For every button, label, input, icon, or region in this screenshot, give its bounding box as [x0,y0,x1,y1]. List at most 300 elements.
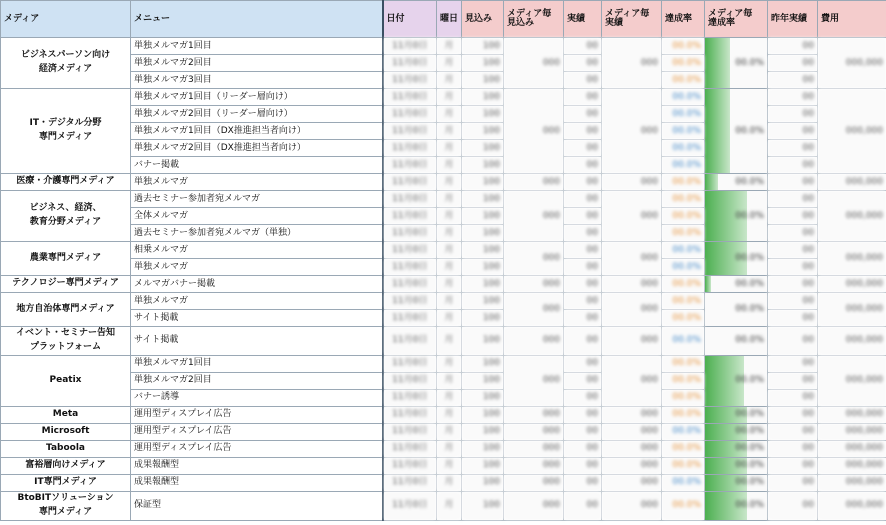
blurred-cell[interactable]: 月 [437,491,462,520]
blurred-cell[interactable]: 00.0% [662,259,705,276]
blurred-cell[interactable]: 00.0% [662,491,705,520]
blurred-cell[interactable]: 00 [768,355,818,372]
blurred-cell[interactable]: 00 [768,389,818,406]
blurred-cell[interactable]: 00.0% [662,310,705,327]
table-row [1,355,886,372]
blurred-cell[interactable]: 00 [768,259,818,276]
table-row [1,474,886,491]
blurred-cell[interactable]: 000,000 [818,491,886,520]
blurred-cell[interactable]: 100 [462,355,504,372]
blurred-cell[interactable]: 000,000 [818,440,886,457]
blurred-cell[interactable]: 11月0日 [383,208,437,225]
blurred-cell[interactable]: 00.0% [662,174,705,191]
blurred-cell[interactable]: 00 [564,157,602,174]
menu-name-cell[interactable]: サイト掲載 [131,310,383,327]
blurred-cell[interactable]: 月 [437,474,462,491]
blurred-cell[interactable]: 100 [462,123,504,140]
media-name-cell[interactable]: Microsoft [1,423,131,440]
blurred-cell[interactable]: 月 [437,457,462,474]
blurred-cell[interactable]: 00 [564,457,602,474]
blurred-cell[interactable]: 100 [462,276,504,293]
table-row [1,423,886,440]
blurred-cell[interactable]: 100 [462,457,504,474]
media-name-cell[interactable]: 地方自治体専門メディア [1,293,131,327]
blurred-cell[interactable]: 11月0日 [383,440,437,457]
media-name-cell[interactable]: IT専門メディア [1,474,131,491]
blurred-cell[interactable]: 000 [504,327,564,356]
menu-name-cell[interactable]: 単独メルマガ3回目 [131,72,383,89]
menu-name-cell[interactable]: 単独メルマガ [131,174,383,191]
header-media-forecast[interactable]: メディア毎 見込み [504,1,564,38]
blurred-cell[interactable]: 00 [768,293,818,310]
blurred-cell[interactable]: 000 [602,423,662,440]
blurred-cell[interactable]: 00 [768,457,818,474]
blurred-cell[interactable]: 00 [768,440,818,457]
blurred-cell[interactable]: 00.0% [662,157,705,174]
blurred-cell[interactable]: 000 [602,327,662,356]
menu-name-cell[interactable]: 単独メルマガ2回目 [131,372,383,389]
blurred-cell[interactable]: 100 [462,157,504,174]
blurred-cell[interactable]: 00 [768,491,818,520]
blurred-cell[interactable]: 00 [768,423,818,440]
header-menu[interactable]: メニュー [131,1,383,38]
blurred-cell[interactable]: 月 [437,191,462,208]
achievement-bar-value: 00.0% [735,426,764,437]
media-name-cell[interactable]: イベント・セミナー告知 プラットフォーム [1,327,131,356]
blurred-cell[interactable]: 00 [564,38,602,55]
blurred-cell[interactable]: 100 [462,191,504,208]
blurred-cell[interactable]: 00 [768,208,818,225]
blurred-cell[interactable]: 00.0% [662,123,705,140]
media-name-cell[interactable]: ビジネス、経済、 教育分野メディア [1,191,131,242]
blurred-cell[interactable]: 月 [437,157,462,174]
blurred-cell[interactable]: 00 [768,106,818,123]
achievement-bar-value: 00.0% [735,176,764,187]
blurred-cell[interactable]: 00 [564,208,602,225]
blurred-cell[interactable]: 000 [602,491,662,520]
blurred-cell[interactable]: 00 [768,276,818,293]
blurred-cell[interactable]: 00.0% [662,276,705,293]
menu-name-cell[interactable]: 運用型ディスプレイ広告 [131,423,383,440]
table-row [1,457,886,474]
media-name-cell[interactable]: IT・デジタル分野 専門メディア [1,89,131,174]
blurred-cell[interactable]: 000 [602,191,662,242]
blurred-cell[interactable]: 000,000 [818,191,886,242]
blurred-cell[interactable]: 月 [437,406,462,423]
header-last-year-actual[interactable]: 昨年実績 [768,1,818,38]
blurred-cell[interactable]: 11月0日 [383,72,437,89]
blurred-cell[interactable]: 00 [768,372,818,389]
blurred-cell[interactable]: 11月0日 [383,140,437,157]
blurred-cell[interactable]: 月 [437,372,462,389]
blurred-cell[interactable]: 100 [462,259,504,276]
blurred-cell[interactable]: 100 [462,140,504,157]
blurred-cell[interactable]: 00.0% [662,208,705,225]
achievement-bar-cell[interactable] [705,423,768,440]
blurred-cell[interactable]: 月 [437,55,462,72]
blurred-cell[interactable]: 000 [504,406,564,423]
blurred-cell[interactable]: 11月0日 [383,157,437,174]
header-forecast[interactable]: 見込み [462,1,504,38]
blurred-cell[interactable]: 11月0日 [383,372,437,389]
header-cost[interactable]: 費用 [818,1,886,38]
blurred-cell[interactable]: 11月0日 [383,123,437,140]
blurred-cell[interactable]: 月 [437,293,462,310]
table-row [1,406,886,423]
header-achievement-rate[interactable]: 達成率 [662,1,705,38]
blurred-cell[interactable]: 月 [437,106,462,123]
blurred-cell[interactable]: 00 [564,89,602,106]
blurred-cell[interactable]: 00 [564,491,602,520]
blurred-cell[interactable]: 000 [602,38,662,89]
media-name-cell[interactable]: ビジネスパーソン向け 経済メディア [1,38,131,89]
blurred-cell[interactable]: 00 [564,389,602,406]
table-row [1,38,886,55]
blurred-cell[interactable]: 00 [564,55,602,72]
menu-name-cell[interactable]: 単独メルマガ1回目（DX推進担当者向け） [131,123,383,140]
table-row [1,242,886,259]
table-row [1,276,886,293]
blurred-cell[interactable]: 00 [768,225,818,242]
blurred-cell[interactable]: 00 [564,355,602,372]
blurred-cell[interactable]: 00 [768,89,818,106]
blurred-cell[interactable]: 000 [602,406,662,423]
menu-name-cell[interactable]: サイト掲載 [131,327,383,356]
blurred-cell[interactable]: 11月0日 [383,355,437,372]
achievement-bar-cell[interactable] [705,457,768,474]
blurred-cell[interactable]: 100 [462,310,504,327]
blurred-cell[interactable]: 00 [564,327,602,356]
achievement-bar-cell[interactable] [705,276,768,293]
blurred-cell[interactable]: 000 [504,242,564,276]
blurred-cell[interactable]: 100 [462,423,504,440]
blurred-cell[interactable]: 000 [602,293,662,327]
blurred-cell[interactable]: 000,000 [818,423,886,440]
blurred-cell[interactable]: 月 [437,38,462,55]
blurred-cell[interactable]: 00.0% [662,140,705,157]
header-actual[interactable]: 実績 [564,1,602,38]
blurred-cell[interactable]: 00.0% [662,293,705,310]
header-media-achievement-rate[interactable]: メディア毎 達成率 [705,1,768,38]
table-row [1,491,886,520]
blurred-cell[interactable]: 月 [437,140,462,157]
menu-name-cell[interactable]: 単独メルマガ1回目 [131,355,383,372]
blurred-cell[interactable]: 000,000 [818,38,886,89]
blurred-cell[interactable]: 000,000 [818,457,886,474]
blurred-cell[interactable]: 000 [504,440,564,457]
blurred-cell[interactable]: 00 [768,310,818,327]
blurred-cell[interactable]: 11月0日 [383,55,437,72]
blurred-cell[interactable]: 100 [462,38,504,55]
blurred-cell[interactable]: 11月0日 [383,406,437,423]
achievement-bar-cell[interactable] [705,406,768,423]
achievement-bar-value: 00.0% [735,460,764,471]
blurred-cell[interactable]: 00.0% [662,457,705,474]
header-weekday[interactable]: 曜日 [437,1,462,38]
blurred-cell[interactable]: 00 [564,423,602,440]
blurred-cell[interactable]: 100 [462,327,504,356]
blurred-cell[interactable]: 000,000 [818,406,886,423]
blurred-cell[interactable]: 00 [768,191,818,208]
achievement-bar-cell[interactable] [705,491,768,520]
achievement-bar-cell[interactable] [705,293,768,327]
blurred-cell[interactable]: 100 [462,174,504,191]
blurred-cell[interactable]: 月 [437,208,462,225]
blurred-cell[interactable]: 00.0% [662,372,705,389]
menu-name-cell[interactable]: 過去セミナー参加者宛メルマガ（単独） [131,225,383,242]
blurred-cell[interactable]: 00 [564,191,602,208]
menu-name-cell[interactable]: 単独メルマガ2回目（DX推進担当者向け） [131,140,383,157]
blurred-cell[interactable]: 00.0% [662,389,705,406]
blurred-cell[interactable]: 00.0% [662,89,705,106]
blurred-cell[interactable]: 月 [437,242,462,259]
header-media[interactable]: メディア [1,1,131,38]
blurred-cell[interactable]: 00.0% [662,191,705,208]
blurred-cell[interactable]: 00 [564,310,602,327]
blurred-cell[interactable]: 00 [564,72,602,89]
blurred-cell[interactable]: 11月0日 [383,293,437,310]
blurred-cell[interactable]: 00 [768,174,818,191]
header-date[interactable]: 日付 [383,1,437,38]
blurred-cell[interactable]: 11月0日 [383,327,437,356]
blurred-cell[interactable]: 000 [602,457,662,474]
achievement-bar-value: 00.0% [735,210,764,221]
blurred-cell[interactable]: 00.0% [662,474,705,491]
menu-name-cell[interactable]: 単独メルマガ1回目（リーダー層向け） [131,89,383,106]
table-row [1,327,886,356]
menu-name-cell[interactable]: 成果報酬型 [131,474,383,491]
blurred-cell[interactable]: 11月0日 [383,191,437,208]
blurred-cell[interactable]: 100 [462,89,504,106]
blurred-cell[interactable]: 100 [462,55,504,72]
blurred-cell[interactable]: 000 [504,474,564,491]
blurred-cell[interactable]: 11月0日 [383,474,437,491]
blurred-cell[interactable]: 00 [564,106,602,123]
achievement-bar-value: 00.0% [735,125,764,136]
blurred-cell[interactable]: 100 [462,72,504,89]
blurred-cell[interactable]: 00 [564,259,602,276]
blurred-cell[interactable]: 00 [564,276,602,293]
blurred-cell[interactable]: 00.0% [662,406,705,423]
blurred-cell[interactable]: 00 [768,242,818,259]
blurred-cell[interactable]: 000 [602,355,662,406]
table-row [1,174,886,191]
blurred-cell[interactable]: 11月0日 [383,89,437,106]
achievement-bar-cell[interactable] [705,355,768,406]
blurred-cell[interactable]: 100 [462,242,504,259]
media-name-cell[interactable]: BtoBITソリューション 専門メディア [1,491,131,520]
blurred-cell[interactable]: 11月0日 [383,259,437,276]
blurred-cell[interactable]: 月 [437,310,462,327]
menu-name-cell[interactable]: 単独メルマガ [131,293,383,310]
blurred-cell[interactable]: 月 [437,276,462,293]
blurred-cell[interactable]: 000 [504,191,564,242]
achievement-bar-cell[interactable] [705,38,768,89]
blurred-cell[interactable]: 00.0% [662,225,705,242]
blurred-cell[interactable]: 000 [602,174,662,191]
blurred-cell[interactable]: 00 [768,123,818,140]
achievement-bar-cell[interactable] [705,191,768,242]
blurred-cell[interactable]: 100 [462,440,504,457]
blurred-cell[interactable]: 000,000 [818,474,886,491]
blurred-cell[interactable]: 100 [462,293,504,310]
achievement-bar-value: 00.0% [735,409,764,420]
header-media-actual[interactable]: メディア毎 実績 [602,1,662,38]
blurred-cell[interactable]: 11月0日 [383,389,437,406]
achievement-bar-cell[interactable] [705,474,768,491]
blurred-cell[interactable]: 00 [768,72,818,89]
blurred-cell[interactable]: 000 [504,423,564,440]
blurred-cell[interactable]: 000 [504,491,564,520]
blurred-cell[interactable]: 11月0日 [383,106,437,123]
blurred-cell[interactable]: 00.0% [662,423,705,440]
blurred-cell[interactable]: 00.0% [662,55,705,72]
blurred-cell[interactable]: 00.0% [662,106,705,123]
blurred-cell[interactable]: 00 [564,293,602,310]
achievement-bar-value: 00.0% [735,443,764,454]
blurred-cell[interactable]: 00.0% [662,72,705,89]
menu-name-cell[interactable]: 保証型 [131,491,383,520]
blurred-cell[interactable]: 000 [504,276,564,293]
achievement-bar-value: 00.0% [735,278,764,289]
table-row [1,191,886,208]
blurred-cell[interactable]: 000 [504,355,564,406]
achievement-bar-cell[interactable] [705,89,768,174]
menu-name-cell[interactable]: 運用型ディスプレイ広告 [131,440,383,457]
media-name-cell[interactable]: 富裕層向けメディア [1,457,131,474]
menu-name-cell[interactable]: 相乗メルマガ [131,242,383,259]
blurred-cell[interactable]: 000 [504,89,564,174]
blurred-cell[interactable]: 100 [462,406,504,423]
menu-name-cell[interactable]: 過去セミナー参加者宛メルマガ [131,191,383,208]
blurred-cell[interactable]: 100 [462,208,504,225]
blurred-cell[interactable]: 00.0% [662,355,705,372]
menu-name-cell[interactable]: 単独メルマガ2回目 [131,55,383,72]
blurred-cell[interactable]: 月 [437,225,462,242]
media-name-cell[interactable]: テクノロジー専門メディア [1,276,131,293]
blurred-cell[interactable]: 000 [602,276,662,293]
blurred-cell[interactable]: 00 [564,372,602,389]
blurred-cell[interactable]: 11月0日 [383,242,437,259]
blurred-cell[interactable]: 月 [437,423,462,440]
blurred-cell[interactable]: 00.0% [662,440,705,457]
menu-name-cell[interactable]: 単独メルマガ1回目 [131,38,383,55]
blurred-cell[interactable]: 月 [437,123,462,140]
blurred-cell[interactable]: 00 [564,406,602,423]
blurred-cell[interactable]: 000,000 [818,276,886,293]
blurred-cell[interactable]: 月 [437,355,462,372]
blurred-cell[interactable]: 000 [504,174,564,191]
blurred-cell[interactable]: 000 [602,474,662,491]
blurred-cell[interactable]: 000,000 [818,174,886,191]
blurred-cell[interactable]: 000,000 [818,355,886,406]
achievement-bar-cell[interactable] [705,327,768,356]
blurred-cell[interactable]: 11月0日 [383,423,437,440]
menu-name-cell[interactable]: バナー誘導 [131,389,383,406]
menu-name-cell[interactable]: 運用型ディスプレイ広告 [131,406,383,423]
achievement-bar-cell[interactable] [705,440,768,457]
blurred-cell[interactable]: 11月0日 [383,310,437,327]
blurred-cell[interactable]: 00 [564,140,602,157]
achievement-bar-value: 00.0% [735,477,764,488]
blurred-cell[interactable]: 000 [602,89,662,174]
blurred-cell[interactable]: 100 [462,225,504,242]
blurred-cell[interactable]: 00 [768,406,818,423]
blurred-cell[interactable]: 000,000 [818,242,886,276]
blurred-cell[interactable]: 月 [437,327,462,356]
blurred-cell[interactable]: 00 [564,225,602,242]
blurred-cell[interactable]: 100 [462,474,504,491]
achievement-bar-value: 00.0% [735,335,764,346]
blurred-cell[interactable]: 月 [437,389,462,406]
blurred-cell[interactable]: 00 [768,55,818,72]
blurred-cell[interactable]: 11月0日 [383,491,437,520]
menu-name-cell[interactable]: 単独メルマガ2回目（リーダー層向け） [131,106,383,123]
blurred-cell[interactable]: 000,000 [818,327,886,356]
blurred-cell[interactable]: 000 [504,38,564,89]
blurred-cell[interactable]: 000,000 [818,293,886,327]
blurred-cell[interactable]: 月 [437,259,462,276]
media-name-cell[interactable]: Taboola [1,440,131,457]
blurred-cell[interactable]: 00.0% [662,38,705,55]
blurred-cell[interactable]: 11月0日 [383,276,437,293]
blurred-cell[interactable]: 月 [437,89,462,106]
blurred-cell[interactable]: 100 [462,389,504,406]
blurred-cell[interactable]: 11月0日 [383,457,437,474]
blurred-cell[interactable]: 11月0日 [383,225,437,242]
blurred-cell[interactable]: 00 [768,157,818,174]
blurred-cell[interactable]: 11月0日 [383,174,437,191]
achievement-bar-cell[interactable] [705,174,768,191]
blurred-cell[interactable]: 月 [437,440,462,457]
achievement-bar-value: 00.0% [735,304,764,314]
menu-name-cell[interactable]: バナー掲載 [131,157,383,174]
blurred-cell[interactable]: 00 [768,38,818,55]
blurred-cell[interactable]: 00 [564,123,602,140]
blurred-cell[interactable]: 月 [437,174,462,191]
blurred-cell[interactable]: 100 [462,491,504,520]
blurred-cell[interactable]: 00.0% [662,327,705,356]
blurred-cell[interactable]: 000 [602,242,662,276]
blurred-cell[interactable]: 000 [602,440,662,457]
blurred-cell[interactable]: 月 [437,72,462,89]
blurred-cell[interactable]: 00 [564,474,602,491]
blurred-cell[interactable]: 00 [768,140,818,157]
menu-name-cell[interactable]: 全体メルマガ [131,208,383,225]
blurred-cell[interactable]: 00 [564,242,602,259]
blurred-cell[interactable]: 00.0% [662,242,705,259]
achievement-bar-cell[interactable] [705,242,768,276]
media-name-cell[interactable]: Meta [1,406,131,423]
media-name-cell[interactable]: 医療・介護専門メディア [1,174,131,191]
blurred-cell[interactable]: 100 [462,372,504,389]
blurred-cell[interactable]: 00 [768,474,818,491]
media-name-cell[interactable]: Peatix [1,355,131,406]
media-name-cell[interactable]: 農業専門メディア [1,242,131,276]
achievement-bar-value: 00.0% [735,57,764,68]
blurred-cell[interactable]: 000 [504,293,564,327]
blurred-cell[interactable]: 00 [564,440,602,457]
blurred-cell[interactable]: 000,000 [818,89,886,174]
blurred-cell[interactable]: 100 [462,106,504,123]
blurred-cell[interactable]: 11月0日 [383,38,437,55]
menu-name-cell[interactable]: 成果報酬型 [131,457,383,474]
blurred-cell[interactable]: 00 [564,174,602,191]
blurred-cell[interactable]: 000 [504,457,564,474]
blurred-cell[interactable]: 00 [768,327,818,356]
menu-name-cell[interactable]: 単独メルマガ [131,259,383,276]
menu-name-cell[interactable]: メルマガバナー掲載 [131,276,383,293]
